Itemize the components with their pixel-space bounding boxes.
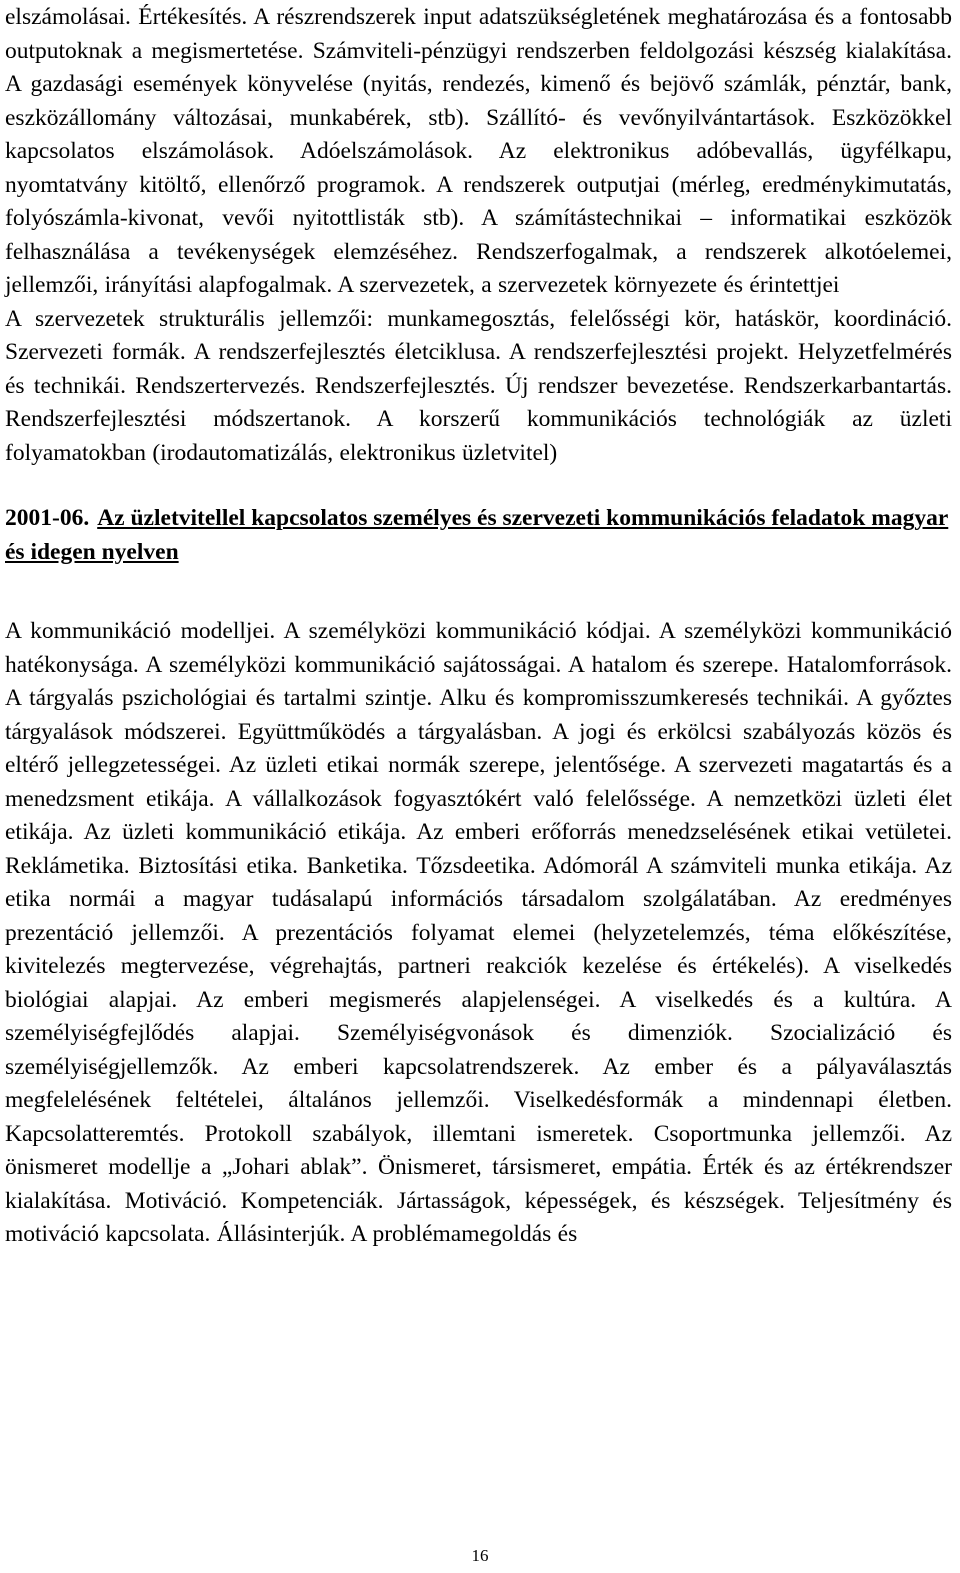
document-page xyxy=(5,0,952,1252)
body-paragraph-3: A kommunikáció modelljei. A személyközi kommunikáció kódjai. A személyközi kommunikáció hatékonysága. A személyközi kommunikáció sajátosságai. A hatalom és szerepe. Hatalomforrások. A tárgyalás pszichológiai és tartalmi szintje. Alku és kompromisszumkeresés technikái. A győztes tárgyalások módszerei. Együttműködés a tárgyalásban. A jogi és erkölcsi szabályozás közös és eltérő jellegzetességei. Az üzleti etikai normák szerepe, jelentősége. A szervezeti magatartás és a menedzsment etikája. A vállalkozások fogyasztókért való felelőssége. A nemzetközi üzleti élet etikája. Az üzleti kommunikáció etikája. Az emberi erőforrás menedzselésének etikai vetületei. Reklámetika. Biztosítási etika. Banketika. Tőzsdeetika. Adómorál A számviteli munka etikája. Az etika normái a magyar tudásalapú információs társadalom szolgálatában. Az eredményes prezentáció jellemzői. A prezentációs folyamat elemei (helyzetelemzés, téma előkészítése, kivitelezés megtervezése, végrehajtás, partneri reakciók kezelése és értékelés). A viselkedés biológiai alapjai. Az emberi megismerés alapjelenségei. A viselkedés és a kultúra. A személyiségfejlődés alapjai. Személyiségvonások és dimenziók. Szocializáció és személyiségjellemzők. Az emberi kapcsolatrendszerek. Az ember és a pályaválasztás megfelelésének feltételei, általános jellemzői. Viselkedésformák a mindennapi életben. Kapcsolatteremtés. Protokoll szabályok, illemtani ismeretek. Csoportmunka jellemzői. Az önismeret modellje a „Johari ablak”. Önismeret, társismeret, empátia. Érték és az értékrendszer kialakítása. Motiváció. Kompetenciák. Jártasságok, képességek, és készségek. Teljesítmény és motiváció kapcsolata. Állásinterjúk. A problémamegoldás és xyxy=(5,618,952,1247)
body-paragraph-1: elszámolásai. Értékesítés. A részrendszerek input adatszükségletének meghatározása és a fontosabb outputoknak a megismertetése. Számviteli-pénzügyi rendszerben feldolgozási készség kialakítása. A gazdasági események könyvelése (nyitás, rendezés, kimenő és bejövő számlák, pénztár, bank, eszközállomány változásai, munkabérek, stb). Szállító- és vevőnyilvántartások. Eszközökkel kapcsolatos elszámolások. Adóelszámolások. Az elektronikus adóbevallás, ügyfélkapu, nyomtatvány kitöltő, ellenőrző programok. A rendszerek outputjai (mérleg, eredménykimutatás, folyószámla-kivonat, vevői nyitottlisták stb). A számítástechnikai – informatikai eszközök felhasználása a tevékenységek elemzéséhez. Rendszerfogalmak, a rendszerek alkotóelemei, jellemzői, irányítási alapfogalmak. A szervezetek, a szervezetek környezete és érintettjei xyxy=(5,4,952,298)
section-heading xyxy=(5,502,952,569)
section-title: Az üzletvitellel kapcsolatos személyes és szervezeti kommunikációs feladatok magyar és idegen nyelven xyxy=(5,505,949,565)
body-paragraph-2: A szervezetek strukturális jellemzői: munkamegosztás, felelősségi kör, hatáskör, koordináció. Szervezeti formák. A rendszerfejlesztés életciklusa. A rendszerfejlesztési projekt. Helyzetfelmérés és technikái. Rendszertervezés. Rendszerfejlesztés. Új rendszer bevezetése. Rendszerkarbantartás. Rendszerfejlesztési módszertanok. A korszerű kommunikációs technológiák az üzleti folyamatokban (irodautomatizálás, elektronikus üzletvitel) xyxy=(5,305,952,466)
section-code: 2001-06. xyxy=(5,505,90,531)
page-number: 16 xyxy=(471,1546,489,1565)
